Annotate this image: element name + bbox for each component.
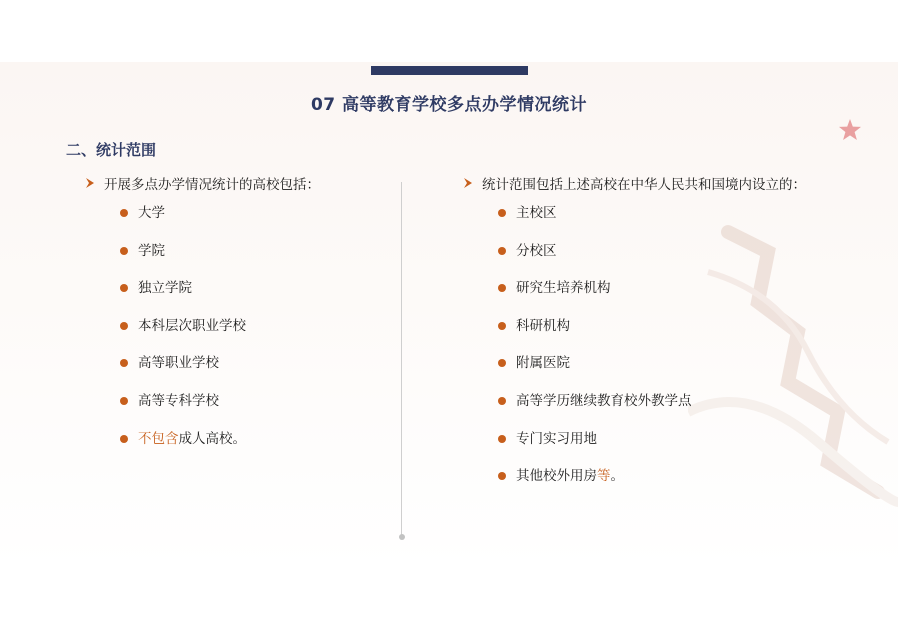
right-intro: [462, 172, 806, 194]
dot-bullet-icon: [498, 209, 506, 217]
list-item: [84, 240, 320, 278]
title-accent-bar: [371, 66, 528, 75]
dot-bullet-icon: [498, 435, 506, 443]
list-item: [462, 240, 806, 278]
note-highlight: 不包含: [138, 430, 179, 447]
dot-bullet-icon: [498, 397, 506, 405]
list-item: [84, 390, 320, 428]
right-list: [462, 202, 806, 503]
list-item: [462, 428, 806, 466]
list-item-text: 研究生培养机构: [516, 280, 611, 297]
list-item-text: 高等专科学校: [138, 392, 219, 409]
list-item: [84, 315, 320, 353]
star-icon: [838, 118, 862, 142]
list-item: [462, 202, 806, 240]
list-item-text: 专门实习用地: [516, 430, 597, 447]
list-item-text: 高等职业学校: [138, 355, 219, 372]
column-divider: [401, 182, 402, 538]
list-item: [84, 202, 320, 240]
list-item-last: [462, 465, 806, 503]
list-item: [462, 315, 806, 353]
left-list: [84, 202, 320, 465]
dot-bullet-icon: [120, 435, 128, 443]
list-item-text: 分校区: [516, 242, 557, 259]
list-item-text: 大学: [138, 205, 165, 221]
section-heading: 二、统计范围: [66, 141, 157, 159]
dot-bullet-icon: [120, 322, 128, 330]
list-item: [462, 277, 806, 315]
dot-bullet-icon: [498, 472, 506, 480]
dot-bullet-icon: [120, 247, 128, 255]
dot-bullet-icon: [120, 397, 128, 405]
exclusion-note: [84, 428, 320, 466]
list-item-text: 学院: [138, 242, 165, 259]
list-item-text: 科研机构: [516, 317, 570, 334]
last-item-text: 其他校外用房: [516, 468, 597, 485]
right-intro-text: 统计范围包括上述高校在中华人民共和国境内设立的：: [482, 177, 806, 193]
left-intro: [84, 172, 320, 194]
dot-bullet-icon: [120, 209, 128, 217]
dot-bullet-icon: [498, 284, 506, 292]
left-column: [84, 172, 320, 465]
list-item-text: 主校区: [516, 205, 557, 221]
list-item-text: 高等学历继续教育校外教学点: [516, 392, 692, 409]
divider-end-dot: [399, 534, 405, 540]
list-item: [462, 390, 806, 428]
left-intro-text: 开展多点办学情况统计的高校包括：: [104, 177, 320, 193]
note-rest: 成人高校。: [178, 430, 246, 447]
chevron-arrow-icon: [462, 177, 474, 189]
page-title: 07 高等教育学校多点办学情况统计: [310, 95, 588, 115]
right-column: [462, 172, 806, 503]
dot-bullet-icon: [120, 359, 128, 367]
list-item-text: 本科层次职业学校: [138, 317, 246, 334]
dot-bullet-icon: [120, 284, 128, 292]
list-item-text: 独立学院: [138, 280, 192, 297]
chevron-arrow-icon: [84, 177, 96, 189]
list-item: [84, 352, 320, 390]
dot-bullet-icon: [498, 247, 506, 255]
dot-bullet-icon: [498, 359, 506, 367]
list-item-text: 附属医院: [516, 355, 570, 372]
last-item-end: 。: [610, 468, 624, 485]
list-item: [84, 277, 320, 315]
dot-bullet-icon: [498, 322, 506, 330]
last-item-highlight: 等: [597, 468, 611, 485]
list-item: [462, 352, 806, 390]
